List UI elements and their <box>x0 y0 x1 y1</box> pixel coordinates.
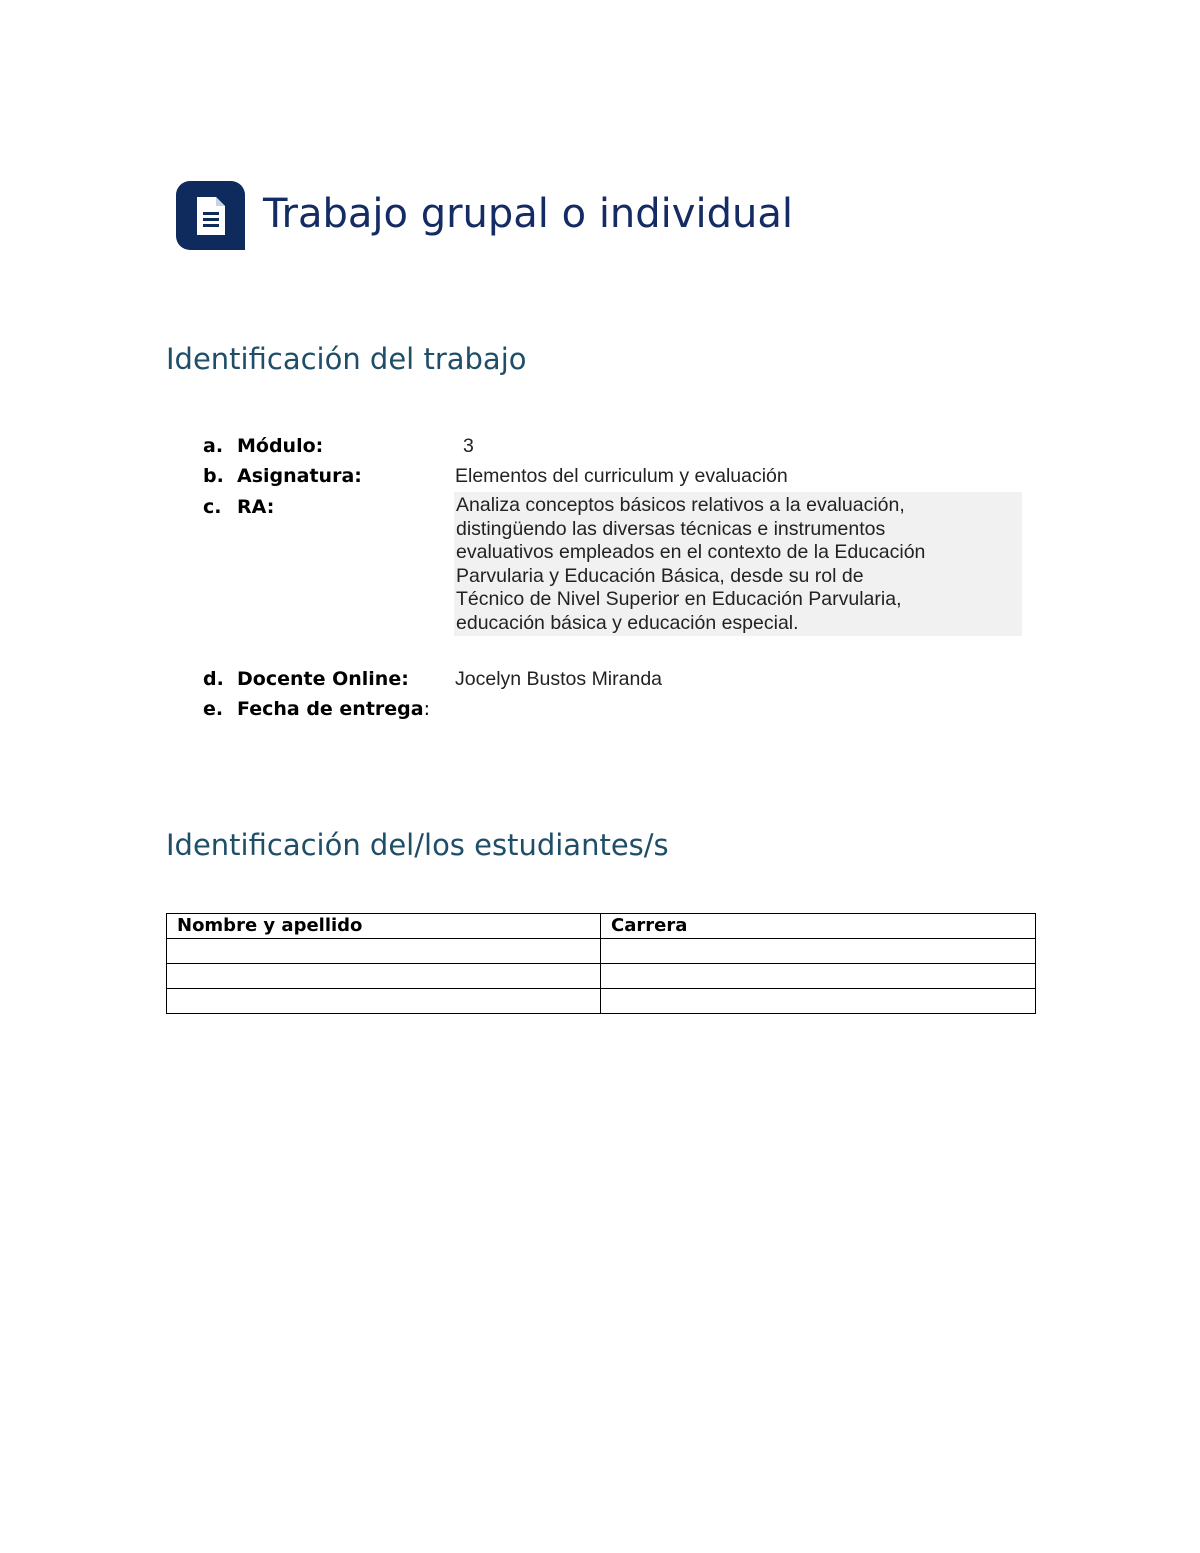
table-header-row <box>167 914 1036 939</box>
career-cell[interactable] <box>601 989 1036 1014</box>
ra-value-box <box>454 492 1022 636</box>
field-letter: e. <box>203 698 224 720</box>
section-heading-work: Identificación del trabajo <box>166 342 527 376</box>
field-docente <box>203 667 662 691</box>
ra-line: Parvularia y Educación Básica, desde su rol de <box>456 564 864 587</box>
page-title: Trabajo grupal o individual <box>263 191 793 237</box>
field-value: 3 <box>463 435 474 457</box>
field-fecha-entrega <box>203 697 455 721</box>
field-label-text: Fecha de entrega <box>237 698 424 720</box>
field-label: Asignatura: <box>237 465 362 487</box>
field-modulo <box>203 434 474 458</box>
name-cell[interactable] <box>167 964 601 989</box>
field-label <box>237 697 455 721</box>
field-letter: b. <box>203 465 224 487</box>
career-cell[interactable] <box>601 939 1036 964</box>
field-label: RA: <box>237 496 275 518</box>
field-letter: c. <box>203 496 222 518</box>
field-label-colon: : <box>423 698 431 720</box>
field-letter: a. <box>203 435 224 457</box>
field-asignatura <box>203 464 788 488</box>
career-cell[interactable] <box>601 964 1036 989</box>
students-table <box>166 913 1036 1014</box>
field-label: Docente Online: <box>237 668 409 690</box>
field-ra <box>203 495 455 519</box>
table-row <box>167 939 1036 964</box>
ra-line: Técnico de Nivel Superior en Educación Parvularia, <box>456 588 902 611</box>
document-icon <box>176 181 245 250</box>
ra-line: evaluativos empleados en el contexto de la Educación <box>456 541 926 564</box>
table-row <box>167 989 1036 1014</box>
field-label: Módulo: <box>237 435 324 457</box>
column-header-career: Carrera <box>601 914 1036 939</box>
field-value: Jocelyn Bustos Miranda <box>455 668 663 690</box>
name-cell[interactable] <box>167 989 601 1014</box>
ra-line: Analiza conceptos básicos relativos a la evaluación, <box>456 494 905 516</box>
field-value: Elementos del curriculum y evaluación <box>455 465 788 487</box>
table-row <box>167 964 1036 989</box>
name-cell[interactable] <box>167 939 601 964</box>
ra-line: educación básica y educación especial. <box>456 611 799 634</box>
column-header-name: Nombre y apellido <box>167 914 601 939</box>
ra-line: distingüendo las diversas técnicas e instrumentos <box>456 517 886 540</box>
field-letter: d. <box>203 668 224 690</box>
section-heading-students: Identificación del/los estudiantes/s <box>166 828 669 862</box>
